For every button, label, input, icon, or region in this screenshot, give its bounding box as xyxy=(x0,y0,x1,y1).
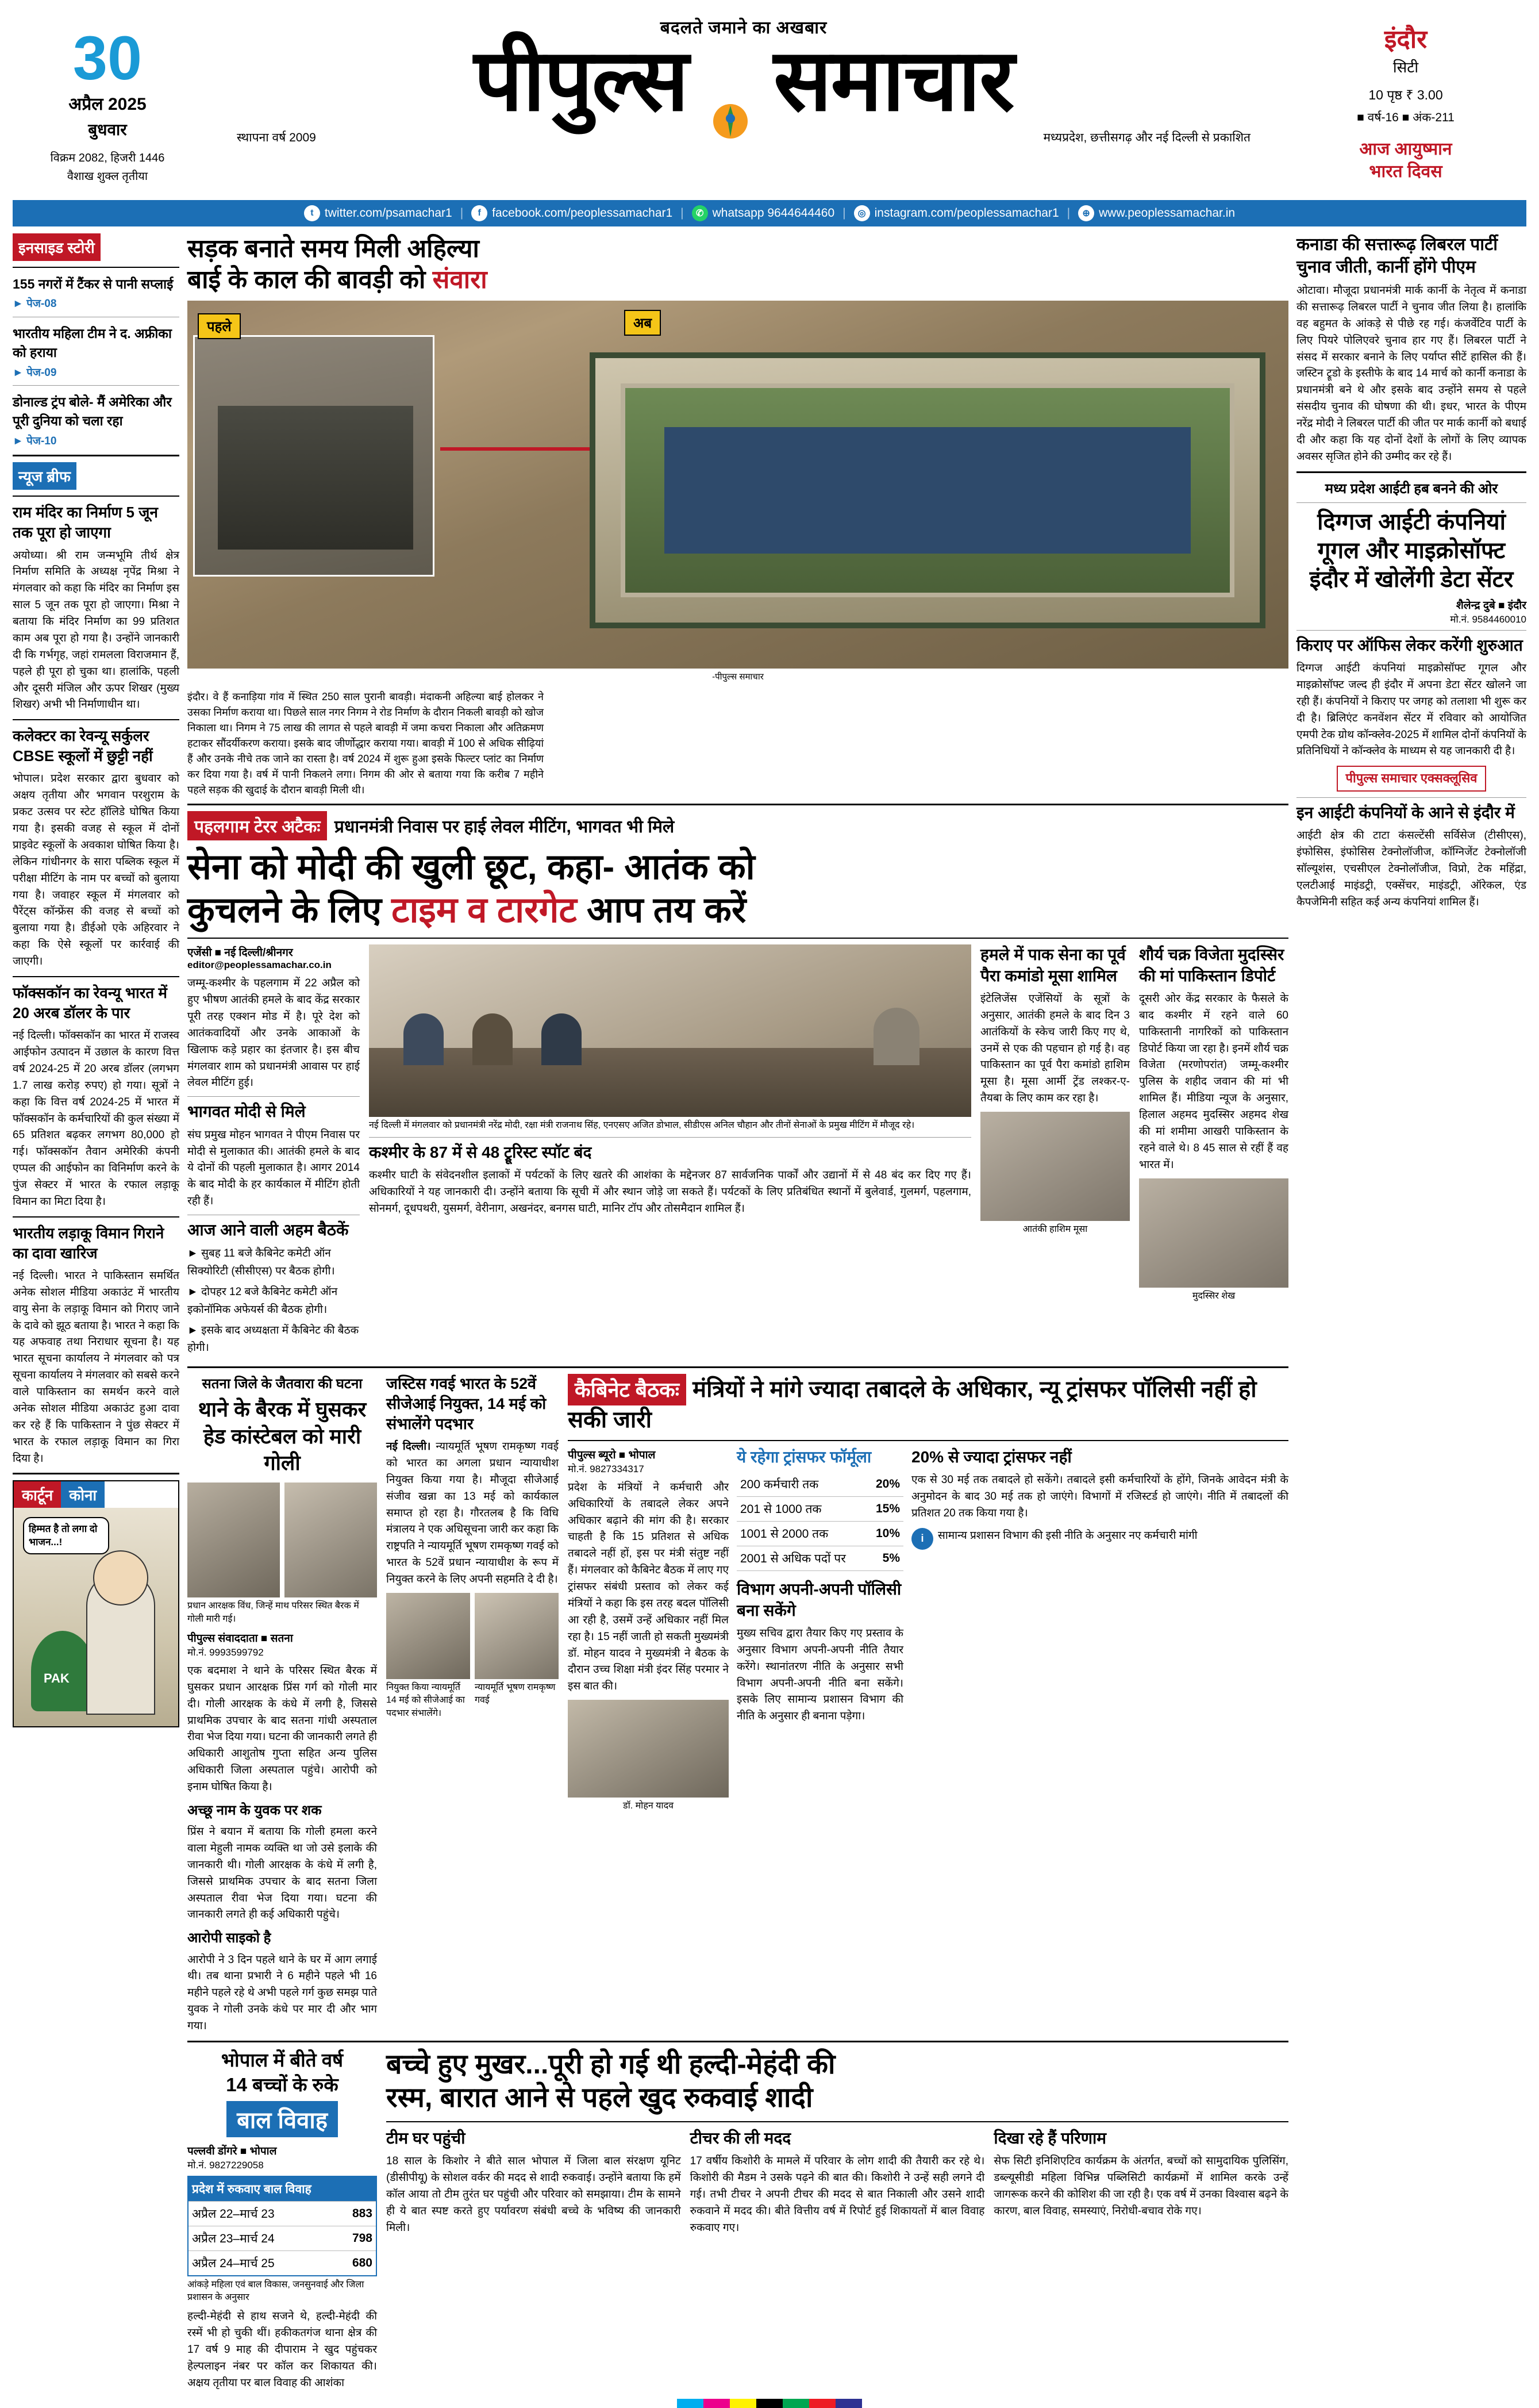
inside-story-item[interactable] xyxy=(13,324,179,381)
satna-sub1-body: प्रिंस ने बयान में बताया कि गोली हमला करने वाला मेहुली नामक व्यक्ति था जो उसे इलाके की जानकारी थी। गोली आरक्षक के कंधे में लगी है, जिससे प्राथमिक उपचार के बाद सतना जिला अस्पताल रीवा भेज दिया गया। घटना की जानकारी लगते ही कई अधिकारी पहुंचे। xyxy=(187,1826,377,1921)
news-brief-item[interactable] xyxy=(13,1223,179,1468)
cmyk-magenta xyxy=(703,2399,730,2408)
divider: | xyxy=(842,206,846,220)
cmyk-red xyxy=(809,2399,836,2408)
cabinet-sub2-body: मुख्य सचिव द्वारा तैयार किए गए प्रस्ताव के अनुसार विभाग अपनी-अपनी नीति तैयार करेंगे। स्थानांतरण नीति के अनुसार सभी विभाग अपनी-अपनी नीति बना सकेंगे। इसके लिए सामान्य प्रशासन विभाग की नीति के अनुसार ही बनाना पड़ेगा। xyxy=(737,1627,903,1723)
main-story-kicker: पहलगाम टेरर अटैकः xyxy=(187,811,327,840)
inside-story-section xyxy=(13,233,179,449)
cji-story xyxy=(386,1374,559,2035)
news-brief-headline: फॉक्सकॉन का रेवन्यू भारत में 20 अरब डॉलर के पार xyxy=(13,984,167,1022)
photo-tag-before: पहले xyxy=(198,313,241,339)
inside-story-title: इनसाइड स्टोरी xyxy=(13,233,101,261)
bottom-row xyxy=(187,2048,1288,2392)
terrorist-portrait xyxy=(980,1112,1130,1221)
facebook-handle: facebook.com/peoplessamachar1 xyxy=(492,206,673,220)
news-brief-headline: भारतीय लड़ाकू विमान गिराने का दावा खारिज xyxy=(13,1224,164,1262)
date-samvat: विक्रम 2082, हिजरी 1446 xyxy=(50,152,165,165)
cmyk-blue xyxy=(836,2399,862,2408)
main-story-col2 xyxy=(369,944,971,1361)
whatsapp-icon: ✆ xyxy=(692,205,708,221)
stepwell-restored-view xyxy=(590,352,1265,628)
cmyk-black xyxy=(756,2399,783,2408)
globe-icon: ⊕ xyxy=(1078,205,1094,221)
cm-row-label: अप्रैल 22–मार्च 23 xyxy=(188,2201,332,2226)
satna-photo-caption: प्रधान आरक्षक विंध, जिन्हें माथ परिसर स्थित बैरक में गोली मारी गई। xyxy=(187,1601,359,1624)
shaurya-chakra-portrait xyxy=(1139,1178,1288,1288)
cartoon-figure-head xyxy=(93,1550,148,1606)
news-brief-title: न्यूज ब्रीफ xyxy=(13,462,76,490)
formula-label: 201 से 1000 तक xyxy=(737,1497,867,1522)
table-row xyxy=(188,2201,376,2226)
date-tithi: वैशाख शुक्ल तृतीया xyxy=(67,170,148,183)
feature-c1-body: 18 साल के किशोर ने बीते साल भोपाल में जिला बाल संरक्षण यूनिट (डीसीपीयू) के सोशल वर्कर की मदद से शादी रुकवाई। उन्होंने बताया कि हमें कॉल आया तो टीम तुरंत घर पहुंची और परिवार को समझाया। टीम के सामने ही ये बात स्पष्ट करते हुए पर्यावरण संबंधी बच्चे के भविष्य की जानकारी मिली। xyxy=(386,2155,681,2234)
masthead-tagline: बदलते जमाने का अखबार xyxy=(660,18,828,37)
cm-byline: पल्लवी डोंगरे ■ भोपाल xyxy=(187,2145,277,2157)
cm-photo-caption: डॉ. मोहन यादव xyxy=(623,1801,674,1811)
it-hub-headline xyxy=(1296,508,1526,594)
satna-body: एक बदमाश ने थाने के परिसर स्थित बैरक में घुसकर प्रधान आरक्षक प्रिंस गर्ग को गोली मार दी। गोली आरक्षक के कंधे में लगी है, जिससे प्राथमिक उपचार के बाद सतना गांधी अस्पताल रीवा भेज दिया गया। घटना की जानकारी लगते ही अधिकारी आशुतोष गुप्ता सहित अन्य पुलिस अधिकारी जिला अस्पताल पहुंचे। आरोपी को इनाम घोषित किया है। xyxy=(187,1664,377,1793)
main-story-col3 xyxy=(980,944,1130,1361)
table-row xyxy=(737,1522,903,1546)
cmyk-cyan xyxy=(677,2399,703,2408)
photo-tag-after: अब xyxy=(624,310,661,336)
masthead-founded: स्थापना वर्ष 2009 xyxy=(237,130,316,144)
it-hub-headline-line3: इंदौर में खोलेंगी डेटा सेंटर xyxy=(1309,566,1514,592)
masthead-edition-block xyxy=(1285,10,1526,183)
lead-headline-emphasis: संवारा xyxy=(432,265,487,294)
inside-story-item-page: ► पेज-09 xyxy=(13,366,57,379)
cmyk-green xyxy=(783,2399,809,2408)
news-brief-body: नई दिल्ली। भारत ने पाकिस्तान समर्थित अनेक सोशल मीडिया अकाउंट में भारतीय वायु सेना के लड़ाकू विमान को गिराए जाने के दावे को झूठ बताया है। भारत ने कहा कि यह अफवाह तथा निराधार सूचना है। यह भारत सूचना कार्यालय ने मंगलवार को पत्र सूचना कार्यालय ने मंगलवार को सबसे करने वाले पाकिस्तान का समर्थन करने वाले अनेक सोशल मीडिया अकाउंट हुआ दावा कर रहे हैं कि पाकिस्तान ने पुंछ सेक्टर में भारत के रफाल लड़ाकू विमान का गिरा दिया है। xyxy=(13,1269,179,1465)
formula-label: 200 कर्मचारी तक xyxy=(737,1472,867,1497)
satna-headline: थाने के बैरक में घुसकर हेड कांस्टेबल को मारी गोली xyxy=(198,1397,367,1475)
inside-story-item-text: डोनाल्ड ट्रंप बोले- मैं अमेरिका और पूरी दुनिया को चला रहा xyxy=(13,394,172,429)
cabinet-headline: मंत्रियों ने मांगे ज्यादा तबादले के अधिकार, न्यू ट्रांसफर पॉलिसी नहीं हो सकी जारी xyxy=(568,1376,1257,1432)
masthead-title-left: पीपुल्स xyxy=(474,32,688,128)
inside-story-item-page: ► पेज-08 xyxy=(13,298,57,310)
cm-badge: बाल विवाह xyxy=(226,2101,338,2137)
canada-headline: कनाडा की सत्तारूढ़ लिबरल पार्टी चुनाव जीती, कार्नी होंगे पीएम xyxy=(1296,235,1498,276)
news-brief-body: अयोध्या। श्री राम जन्मभूमि तीर्थ क्षेत्र निर्माण समिति के अध्यक्ष नृपेंद्र मिश्रा ने मंगलवार को कहा कि मंदिर का निर्माण इस साल 5 जून तक पूरा हो जाएगा। मिश्रा ने बताया कि मंदिर निर्माण का 99 प्रतिशत काम अब पूरा हो गया है। उन्होंने जानकारी दी कि गर्भगृह, जहां रामलला विराजमान हैं, पहले ही पूरा हो चुका था। हालांकि, पहली और दूसरी मंजिल और ऊपर शिखर (मुख्य शिखर) अभी भी निर्माणाधीन था। xyxy=(13,549,179,711)
cji-photo-2 xyxy=(475,1593,559,1679)
info-icon: i xyxy=(911,1528,933,1550)
inside-story-item-page: ► पेज-10 xyxy=(13,435,57,447)
feature-c2-body: 17 वर्षीय किशोरी के मामले में परिवार के लोग शादी की तैयारी कर रहे थे। किशोरी की मैडम ने उसके पढ़ने की बात की। किशोरी ने उन्हें सही लगने दी गई। तभी टीचर ने अपनी टीचर की मदद से बात निकाली और उसने शादी रुकवाने में मदद की। बीते वित्तीय वर्ष में रिपोर्ट हुई शिकायतों में बाल विवाह रुकवाए गए। xyxy=(690,2155,985,2234)
news-brief-headline: कलेक्टर का रेवन्यू सर्कुलर CBSE स्कूलों में छुट्टी नहीं xyxy=(13,727,153,765)
news-brief-headline: राम मंदिर का निर्माण 5 जून तक पूरा हो जाएगा xyxy=(13,504,158,541)
special-day-line2: भारत दिवस xyxy=(1369,162,1442,181)
feature-story xyxy=(386,2048,1288,2392)
cm-table-title: प्रदेश में रुकवाए बाल विवाह xyxy=(188,2176,376,2202)
main-sub1-head: भागवत मोदी से मिले xyxy=(187,1103,306,1121)
date-month-year: अप्रैल 2025 xyxy=(68,95,147,114)
inside-story-item-text: भारतीय महिला टीम ने द. अफ्रीका को हराया xyxy=(13,325,172,360)
main-story-col1 xyxy=(187,944,360,1361)
lead-photo-inset-before xyxy=(193,335,434,577)
inside-story-item[interactable] xyxy=(13,393,179,449)
volume-issue: ■ वर्ष-16 ■ अंक-211 xyxy=(1357,111,1455,124)
it-hub-body-1: दिग्गज आईटी कंपनियां माइक्रोसॉफ्ट गूगल और माइक्रोसॉफ्ट जल्द ही इंदौर में अपना डेटा सेंटर खोलने जा रही हैं। कंपनियों ने किराए पर जगह को तलाशा भी शुरू कर दी है। ब्रिलिएंट कनवेंशन सेंटर में रविवार को आयोजित एमपी टेक ग्रोथ कॉन्क्लेव-2025 में शामिल दोनों कंपनियों के प्रतिनिधियों ने कॉन्क्लेव के माध्यम से यह जानकारी दी है। xyxy=(1296,662,1526,758)
right-column xyxy=(1296,233,1526,2392)
table-row xyxy=(188,2250,376,2276)
edition-city: इंदौर xyxy=(1384,25,1428,53)
cabinet-col2 xyxy=(737,1447,903,1813)
cm-photo xyxy=(568,1700,729,1798)
main-sub5-head: शौर्य चक्र विजेता मुदस्सिर की मां पाकिस्तान डिपोर्ट xyxy=(1139,946,1284,985)
page-body xyxy=(13,233,1526,2392)
main-headline-emphasis: टाइम व टारगेट xyxy=(391,890,577,930)
table-header-row xyxy=(188,2176,376,2202)
it-hub-subhead-2: इन आईटी कंपनियों के आने से इंदौर में xyxy=(1296,803,1515,821)
social-bar xyxy=(13,200,1526,226)
lead-photo-story xyxy=(187,233,1288,798)
news-brief-item[interactable] xyxy=(13,502,179,713)
lead-headline-line1: सड़क बनाते समय मिली अहिल्या xyxy=(187,235,479,263)
website-url: www.peoplessamachar.in xyxy=(1099,206,1236,220)
masthead-title-right: समाचार xyxy=(774,32,1014,128)
satna-byline: पीपुल्स संवाददाता ■ सतना xyxy=(187,1632,293,1645)
feature-col1 xyxy=(386,2128,681,2237)
bullet-item: ► दोपहर 12 बजे कैबिनेट कमेटी ऑन इकोनॉमिक अफेयर्स की बैठक होगी। xyxy=(187,1286,338,1316)
table-row xyxy=(737,1497,903,1522)
cji-dateline: नई दिल्ली। xyxy=(386,1441,431,1453)
special-day-line1: आज आयुष्मान xyxy=(1359,140,1452,159)
transfer-formula-table xyxy=(737,1472,903,1571)
cabinet-col3 xyxy=(911,1447,1288,1813)
satna-photo-2 xyxy=(284,1483,377,1597)
it-hub-headline-line2: गूगल और माइक्रोसॉफ्ट xyxy=(1317,537,1506,563)
table-row xyxy=(737,1546,903,1571)
satna-sub1-head: अच्छू नाम के युवक पर शक xyxy=(187,1802,322,1818)
news-brief-section xyxy=(13,462,179,1467)
feature-headline xyxy=(386,2048,1288,2115)
formula-label: 1001 से 2000 तक xyxy=(737,1522,867,1546)
feature-c3-head: दिखा रहे हैं परिणाम xyxy=(994,2129,1106,2148)
child-marriage-story xyxy=(187,2048,377,2392)
shaurya-chakra-caption: मुदस्सिर शेख xyxy=(1192,1291,1236,1301)
cji-photo-1 xyxy=(386,1593,470,1679)
pm-meeting-photo xyxy=(369,944,971,1117)
main-sub4-body: इंटेलिजेंस एजेंसियों के सूत्रों के अनुसार, आतंकी हमले के बाद दिन 3 आतंकियों के स्केच जारी किए गए थे, उनमें से एक की पहचान हो गई है। वह पाकिस्तान का पूर्व पैरा कमांडो हाशिम मूसा है। मूसा आर्मी ट्रेंड लश्कर-ए-तैयबा के लिए काम कर रहा है। xyxy=(980,992,1130,1105)
cm-headline xyxy=(187,2048,377,2098)
cji-dateline-body xyxy=(386,1439,559,1588)
lead-photo-caption: इंदौर। वे हैं कनाड़िया गांव में स्थित 250 साल पुरानी बावड़ी। मंदाकनी अहिल्या बाई होलकर ने उसका निर्माण कराया था। पिछले साल नगर निगम ने रोड निर्माण के दौरान निकली बावड़ी को खोज निकाला था। निगम ने 75 लाख की लागत से पहले बावड़ी में जमा कचरा निकाला और अतिक्रमण हटाकर सौंदर्यीकरण कराया। इसके बाद जीर्णोद्धार कराया गया। बावड़ी में 100 से अधिक सीढ़ियां हैं और उनके नीचे तक जाने का रास्ता है। वर्ष 2024 में शुरू हुआ इसके फिल्टर प्लांट का निर्माण कर दिया गया है। वर्ष में पानी निकलने लगा। निगम की ओर से बताया गया कि करीब 7 महीने पहले सड़क की खुदाई के दौरान बावड़ी मिली थी। xyxy=(187,691,544,796)
table-row xyxy=(737,1472,903,1497)
masthead-title xyxy=(202,32,1285,128)
cm-row-value: 798 xyxy=(332,2226,376,2250)
feature-col2 xyxy=(690,2128,985,2237)
lead-headline xyxy=(187,233,544,295)
main-sub5-body: दूसरी ओर केंद्र सरकार के फैसले के बाद कश्मीर में रहने वाले 60 पाकिस्तानी नागरिकों को पाकिस्तान डिपोर्ट किया जा रहा है। इनमें शौर्य चक्र विजेता (मरणोपरांत) जम्मू-कश्मीर पुलिस के शहीद जवान की मां भी शामिल हैं। मीडिया न्यूज के अनुसार, हिलाल अहमद मुदस्सिर अहमद शेख की मां शमीमा आखरी पाकिस्तान के रहने वाले थे। 8 45 साल से रहीं हैं वह भारत में। xyxy=(1139,992,1288,1171)
it-hub-headline-line1: दिग्गज आईटी कंपनियां xyxy=(1317,509,1506,535)
canada-story xyxy=(1296,233,1526,466)
exclusive-badge: पीपुल्स समाचार एक्सक्लूसिव xyxy=(1337,766,1487,792)
main-sub2-bullets xyxy=(187,1245,360,1357)
twitter-icon: t xyxy=(304,205,320,221)
cji-photo-caption-2: न्यायमूर्ति भूषण रामकृष्ण गवई xyxy=(475,1682,556,1706)
date-weekday: बुधवार xyxy=(88,121,127,139)
main-story-email: editor@peoplessamachar.co.in xyxy=(187,959,332,971)
feature-c1-head: टीम घर पहुंची xyxy=(386,2129,465,2148)
cmyk-yellow xyxy=(730,2399,756,2408)
main-sub2-head: आज आने वाली अहम बैठकें xyxy=(187,1221,349,1239)
pages-price: 10 पृष्ठ ₹ 3.00 xyxy=(1368,87,1443,102)
cm-mobile: मो.नं. 9827229058 xyxy=(187,2159,264,2171)
transfer-formula-head: ये रहेगा ट्रांसफर फॉर्मूला xyxy=(737,1447,872,1466)
cm-row-label: अप्रैल 24–मार्च 25 xyxy=(188,2250,332,2276)
cabinet-right-body: एक से 30 मई तक तबादले हो सकेंगे। तबादले इसी कर्मचारियों के होंगे, जिनके आवेदन मंत्री के अनुमोदन के बाद 30 मई तक हो जाएंगे। विभागों में रजिस्टर्ड हो जाएंगे। नीति में तबादलों की प्रतिशत 20 तक किया गया है। xyxy=(911,1474,1288,1519)
facebook-icon: f xyxy=(471,205,487,221)
cabinet-mobile: मो.नं. 9827334317 xyxy=(568,1463,644,1474)
formula-value: 15% xyxy=(867,1497,903,1522)
masthead-published-from: मध्यप्रदेश, छत्तीसगढ़ और नई दिल्ली से प्रकाशित xyxy=(1043,130,1251,144)
child-marriage-table xyxy=(187,2176,377,2276)
main-headline-line2-b: आप तय करें xyxy=(586,890,747,930)
social-website[interactable] xyxy=(1078,205,1235,221)
social-twitter[interactable] xyxy=(304,205,452,221)
edition-name: सिटी xyxy=(1392,59,1419,76)
brand-logo-icon xyxy=(710,67,751,107)
inside-story-item-text: 155 नगरों में टैंकर से पानी सप्लाई xyxy=(13,276,174,291)
cm-headline-line2: 14 बच्चों के रुके xyxy=(226,2073,338,2095)
main-sub3-head: कश्मीर के 87 में से 48 ट्रूरिस्ट स्पॉट बंद xyxy=(369,1143,592,1161)
cabinet-sub2-head: विभाग अपनी-अपनी पॉलिसी बना सकेंगे xyxy=(737,1580,902,1619)
cabinet-right-sub: सामान्य प्रशासन विभाग की इसी नीति के अनुसार नए कर्मचारी मांगी xyxy=(938,1529,1198,1542)
feature-headline-line1: बच्चे हुए मुखर...पूरी हो गई थी हल्दी-मेहंदी की xyxy=(386,2049,836,2080)
whatsapp-number: whatsapp 9644644460 xyxy=(712,206,835,220)
main-story-headline xyxy=(187,846,1288,932)
main-story-body: जम्मू-कश्मीर के पहलगाम में 22 अप्रैल को हुए भीषण आतंकी हमले के बाद केंद्र सरकार पूरी तरह एक्शन मोड में है। पूरे देश को आतंकवादियों और उनके आकाओं के खिलाफ कड़े प्रहार का इंतजार है। इस बीच मंगलवार शाम को प्रधानमंत्री आवास पर हाई लेवल मीटिंग हुई। xyxy=(187,977,360,1089)
main-story-byline: एजेंसी ■ नई दिल्ली/श्रीनगर xyxy=(187,947,293,959)
cartoon-bomb-label: PAK xyxy=(44,1671,70,1686)
main-story-kicker-rest: प्रधानमंत्री निवास पर हाई लेवल मीटिंग, भागवत भी मिले xyxy=(334,817,675,837)
main-sub4-head: हमले में पाक सेना का पूर्व पैरा कमांडो मूसा शामिल xyxy=(980,946,1126,985)
masthead xyxy=(13,10,1526,194)
social-instagram[interactable] xyxy=(854,205,1059,221)
masthead-date-block xyxy=(13,10,202,185)
social-whatsapp[interactable] xyxy=(692,205,835,221)
cm-body: हल्दी-मेहंदी से हाथ सजने थे, हल्दी-मेहंदी की रस्में भी हो चुकी थीं। हकीकतगंज थाना क्षेत्र की 17 वर्ष 9 माह की दीपाराम ने खुद पहुंचकर हेल्पलाइन नंबर पर कॉल कर शिकायत की। अक्षय तृतीया पर बाल विवाह की आशंका xyxy=(187,2310,377,2389)
table-row xyxy=(188,2226,376,2250)
satna-photo-1 xyxy=(187,1483,280,1597)
divider: | xyxy=(680,206,684,220)
cm-row-label: अप्रैल 23–मार्च 24 xyxy=(188,2226,332,2250)
formula-value: 10% xyxy=(867,1522,903,1546)
canada-body: ओटावा। मौजूदा प्रधानमंत्री मार्क कार्नी के नेतृत्व में कनाडा की सत्तारूढ़ लिबरल पार्टी ने चुनाव जीत लिया है। हालांकि वह बहुमत के आंकड़े से पीछे रह गई। कंजर्वेटिव पार्टी के लिए पियरे पोलिएवरे चुनाव हार गए हैं। लिबरल पार्टी ने संसद में सरकार बनाने के लिए पर्याप्त सीटें हासिल की हैं। जस्टिन ट्रूडो के इस्तीफे के बाद 14 मार्च को कार्नी कनाडा के प्रधानमंत्री बने थे और इसके बाद उन्होंने समय से पहले संसदीय चुनाव की घोषणा की थी। इधर, भारत के पीएम नरेंद्र मोदी ने लिबरल पार्टी की जीत पर मार्क कार्नी को बधाई दी और कहा कि यह दोनों देशों के लोगों के लिए व्यापक अवसर सृजित होने की उम्मीद कर रहे हैं। xyxy=(1296,285,1526,463)
lead-photo xyxy=(187,301,1288,669)
cmyk-registration-bar xyxy=(13,2399,1526,2408)
social-facebook[interactable] xyxy=(471,205,672,221)
feature-c2-head: टीचर की ली मदद xyxy=(690,2129,791,2148)
cm-headline-line1: भोपाल में बीते वर्ष xyxy=(221,2049,344,2071)
cartoon-corner xyxy=(13,1480,179,1727)
instagram-handle: instagram.com/peoplessamachar1 xyxy=(874,206,1059,220)
inside-story-item[interactable] xyxy=(13,275,179,312)
cabinet-right-head: 20% से ज्यादा ट्रांसफर नहीं xyxy=(911,1447,1072,1466)
divider: | xyxy=(460,206,464,220)
cartoon-illustration xyxy=(14,1508,178,1726)
cabinet-kicker: कैबिनेट बैठकः xyxy=(568,1374,686,1405)
formula-label: 2001 से अधिक पदों पर xyxy=(737,1546,867,1571)
mid-lower-row xyxy=(187,1374,1288,2035)
cm-row-value: 883 xyxy=(332,2201,376,2226)
cm-table-source: आंकड़े महिला एवं बाल विकास, ज‌नसुनवाई और जिला प्रशासन के अनुसार xyxy=(187,2279,364,2303)
formula-value: 5% xyxy=(867,1546,903,1571)
it-hub-kicker: मध्य प्रदेश आईटी हब बनने की ओर xyxy=(1325,481,1498,497)
main-story xyxy=(187,811,1288,1360)
cabinet-col1 xyxy=(568,1447,729,1813)
lead-photo-credit: -पीपुल्स समाचार xyxy=(712,672,764,682)
it-hub-mobile: मो.नं. 9584460010 xyxy=(1450,613,1526,625)
formula-value: 20% xyxy=(867,1472,903,1497)
main-headline-line2-a: कुचलने के लिए xyxy=(187,890,382,930)
main-sub1-body: संघ प्रमुख मोहन भागवत ने पीएम निवास पर मोदी से मुलाकात की। आतंकी हमले के बाद ये दोनों की पहली मुलाकात है। आगर 2014 के बाद मोदी के हर कार्यकाल में मीटिंग होती रही हैं। xyxy=(187,1128,360,1208)
satna-story xyxy=(187,1374,377,2035)
satna-kicker: सतना जिले के जैतवारा की घटना xyxy=(202,1376,363,1392)
left-column xyxy=(13,233,179,2392)
it-hub-byline: शैलेन्द्र दुबे ■ इंदौर xyxy=(1456,599,1526,612)
masthead-title-block xyxy=(202,10,1285,145)
bullet-item: ► इसके बाद अध्यक्षता में कैबिनेट की बैठक होगी। xyxy=(187,1324,359,1354)
divider: | xyxy=(1067,206,1071,220)
news-brief-item[interactable] xyxy=(13,726,179,970)
satna-mobile: मो.नं. 9993599792 xyxy=(187,1646,264,1658)
it-hub-subhead-1: किराए पर ऑफिस लेकर करेंगी शुरुआत xyxy=(1296,636,1523,654)
news-brief-body: भोपाल। प्रदेश सरकार द्वारा बुधवार को अक्षय तृतीया और भगवान परशुराम के प्रकट उत्सव पर स्टेट हॉलिडे घोषित किया गया है। इसकी वजह से स्कूल में दोनों प्राइवेट स्कूलों के अवकाश घोषित किया है। लेकिन गांधीनगर के सारा पब्लिक स्कूल में परीक्षा मीटिंग के नाम पर बच्चों को बुलाया गया है। जवाहर स्कूल में मंगलवार को पैरेंट्स कॉन्फ्रेंस की वजह से बच्चों को बुलाया गया है। डीईओ एके अहिरवार ने कहा कि ऐसे स्कूलों पर कार्रवाई की जाएगी। xyxy=(13,773,179,968)
cartoon-speech-bubble: हिम्मत है तो लगा दो भाजन...! xyxy=(23,1517,109,1554)
cabinet-story xyxy=(568,1374,1288,2035)
bullet-item: ► सुबह 11 बजे कैबिनेट कमेटी ऑन सिक्योरिटी (सीसीएस) पर बैठक होगी। xyxy=(187,1247,335,1277)
main-headline-line1: सेना को मोदी की खुली छूट, कहा- आतंक को xyxy=(187,847,755,888)
main-story-kicker-row xyxy=(187,811,1288,840)
cji-headline: जस्टिस गवई भारत के 52वें सीजेआई नियुक्त, 14 मई को संभालेंगे पदभार xyxy=(386,1374,547,1432)
feature-headline-line2: रस्म, बारात आने से पहले खुद रुकवाई शादी xyxy=(386,2083,813,2114)
instagram-icon: ◎ xyxy=(854,205,870,221)
main-sub3-body: कश्मीर घाटी के संवेदनशील इलाकों में पर्यटकों के लिए खतरे की आशंका के मद्देनजर 87 सार्वजनिक पार्कों और उद्यानों में से 48 बंद कर दिए गए हैं। अधिकारियों ने यह जानकारी दी। उन्होंने बताया कि सूची में और स्थान जोड़े जा सकते हैं। पर्यटकों के लिए प्रतिबंधित स्थानों में बुलेवार्ड, गुलमर्ग, पहलगाम, सोनमर्ग, दूधपथरी, युसमर्ग, वेरीनाग, अखनंदर, बनगस घाटी, मानिर टॉप और तोसमैदान शामिल हैं। xyxy=(369,1169,971,1215)
cji-body: न्यायमूर्ति भूषण रामकृष्ण गवई को भारत का अगला प्रधान न्यायाधीश नियुक्त किया गया है। मौजूदा सीजेआई संजीव खन्ना का 13 मई को कार्यकाल समाप्त हो रहा है। गौरतलब है कि विधि मंत्रालय ने एक अधिसूचना जारी कर कहा कि राष्ट्रपति ने न्यायमूर्ति भूषण रामकृष्ण गवई को भारत के 52वें प्रधान न्यायाधीश के रूप में नियुक्त करने के लिए अपनी सहमति दे दी है। xyxy=(386,1441,559,1586)
cji-photo-caption-1: नियुक्त किया न्यायमूर्ति 14 मई को सीजेआई का पदभार संभालेंगे। xyxy=(386,1682,465,1718)
cartoon-label-left: कार्टून xyxy=(14,1481,61,1508)
satna-sub2-head: आरोपी साइको है xyxy=(187,1930,271,1946)
terrorist-portrait-caption: आतंकी हाशिम मूसा xyxy=(1022,1224,1088,1235)
pm-meeting-photo-caption: नई दिल्ली में मंगलवार को प्रधानमंत्री नरेंद्र मोदी, रक्षा मंत्री राजनाथ सिंह, एनएसए अजित डोभाल, सीडीएस अनिल चौहान और तीनों सेनाओं के प्रमुख मीटिंग में मौजूद रहे। xyxy=(369,1120,915,1131)
cabinet-byline: पीपुल्स ब्यूरो ■ भोपाल xyxy=(568,1449,656,1461)
it-hub-body-2: आईटी क्षेत्र की टाटा कंसल्टेंसी सर्विसेज (टीसीएस), इंफोसिस, इंफोसिस टेक्नोलॉजीज, कॉग्निजेंट टेक्नोलॉजी सॉल्यूशंस, एचसीएल टेक्नोलॉजीज, विप्रो, टेक महिंद्रा, एलटीआई माइंडट्री, एक्सेंचर, माइंडट्री, ऑरेकल, एंड कैपजेमिनी सहित कई अन्य कंपनियां शामिल हैं। xyxy=(1296,829,1526,908)
center-column xyxy=(187,233,1288,2392)
lead-headline-line2-text: बाई के काल की बावड़ी को xyxy=(187,265,426,294)
cartoon-label-right: कोना xyxy=(61,1481,105,1508)
feature-col3 xyxy=(994,2128,1288,2237)
satna-sub2-body: आरोपी ने 3 दिन पहले थाने के घर में आग लगाई थी। तब थाना प्रभारी ने 6 महीने पहले भी 16 महीने पहले रहे थे अभी पहले गर्ग कुछ समझ पाते युवक ने गोली उनके कंधे पर मार दी और भाग गया। xyxy=(187,1953,377,2033)
special-day xyxy=(1285,138,1526,183)
news-brief-body: नई दिल्ली। फॉक्सकॉन का भारत में राजस्व आईफोन उत्पादन में उछाल के कारण वित्त वर्ष 2024-25 में 20 अरब डॉलर (लगभग 1.7 लाख करोड़ रुपए) हो गया। सूत्रों ने कहा कि वित्त वर्ष 2024-25 में भारत में फॉक्सकॉन के कर्मचारियों की कुल संख्या में 65 प्रतिशत बढ़कर लगभग 80,000 हो गई। फॉक्सकॉन तैवान अमेरिकी कंपनी एप्पल की आईफोन का विनिर्माण करने के पुंज सेक्टर में भारत के रफाल लड़ाकू विमान का मिटा दिया है। xyxy=(13,1030,179,1208)
main-story-col4 xyxy=(1139,944,1288,1361)
cm-row-value: 680 xyxy=(332,2250,376,2276)
date-number: 30 xyxy=(72,23,143,93)
comparison-arrow-icon xyxy=(440,447,607,451)
it-hub-story xyxy=(1296,479,1526,911)
news-brief-item[interactable] xyxy=(13,983,179,1211)
twitter-handle: twitter.com/psamachar1 xyxy=(324,206,452,220)
lead-headline-line2 xyxy=(187,264,544,295)
feature-c3-body: सेफ सिटी इनिशिएटिव कार्यक्रम के अंतर्गत, बच्चों को सामुदायिक पुलिसिंग, डब्ल्यूसीडी महिला विभिन्न पब्लिसिटी कार्यक्रमों में शामिल करके उन्हें जागरूक करने की कोशिश की जा रही है। एक वर्ष में उनका विश्वास बढ़ने के कारण, बाल विवाह, समस्याएं, निरोधी-बचाव रोके गए। xyxy=(994,2155,1289,2218)
cabinet-body: प्रदेश के मंत्रियों ने कर्मचारी और अधिकारियों के तबादले लेकर अपने अधिकार बढ़ाने की मांग की है। सरकार चाहती है कि 15 प्रतिशत से अधिक तबादले नहीं हों, इस पर मंत्री संतुष्ट नहीं हैं। मंगलवार को कैबिनेट बैठक में लाए गए ट्रांसफर संबंधी प्रस्ताव को लेकर कई मंत्रियों ने कहा कि इस तरह बदल पॉलिसी आ रही है, उसमें उन्हें अधिकार नहीं मिल रहा है। 15 नहीं जाती हो सकती मुख्यमंत्री डॉ. मोहन यादव ने मुख्यमंत्री ने बैठक के दौरान उच्च शिक्षा मंत्री इंदर सिंह परमार ने इस बात की। xyxy=(568,1481,729,1693)
main-headline-line2 xyxy=(187,889,1288,932)
